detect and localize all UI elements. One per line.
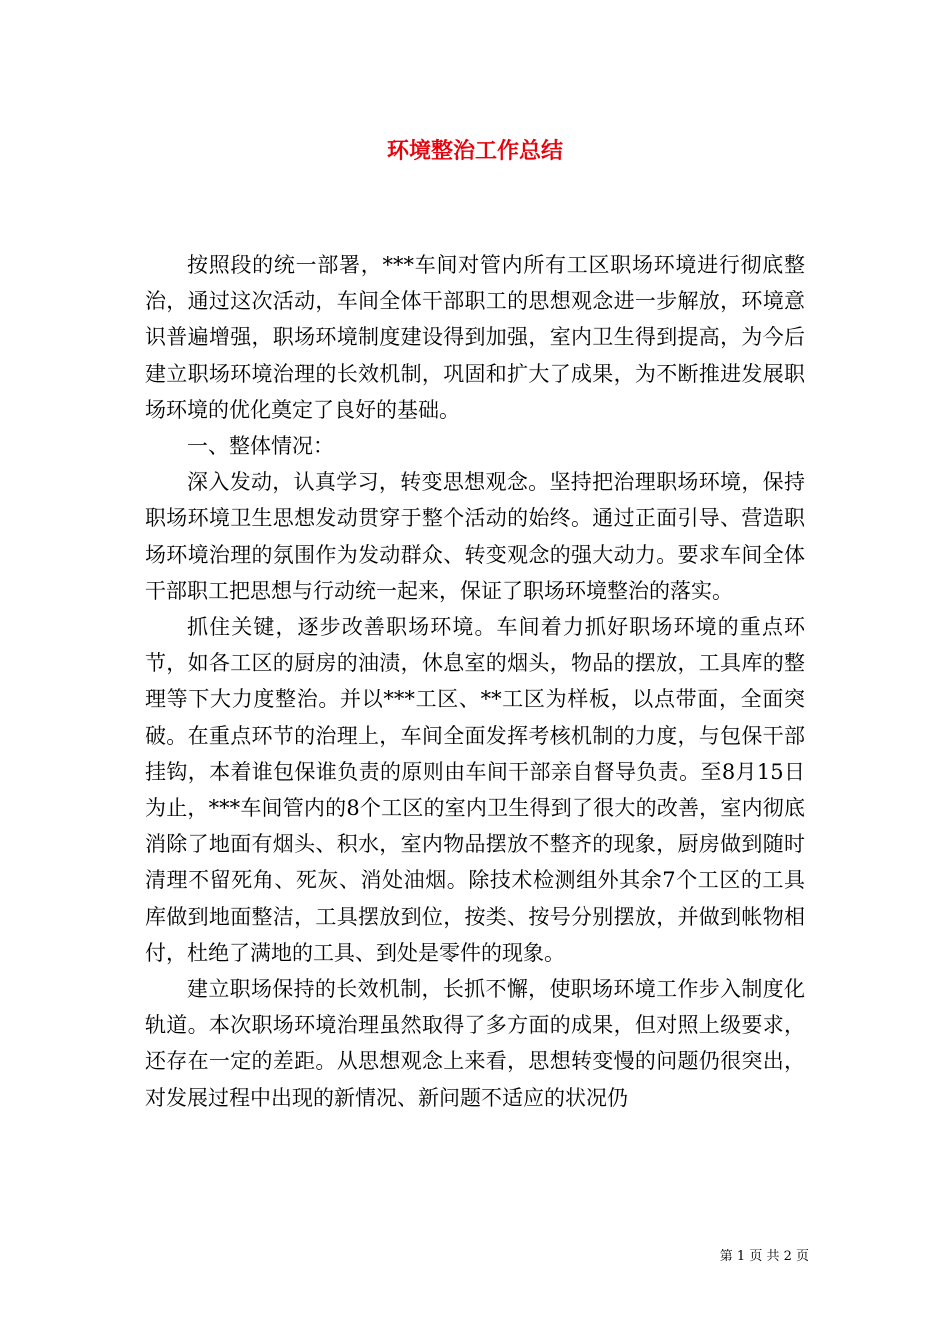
paragraph-mobilize: 深入发动，认真学习，转变思想观念。坚持把治理职场环境，保持职场环境卫生思想发动贯穿于整个活动的始终。通过正面引导、营造职场环境治理的氛围作为发动群众、转变观念的强大动力。要求车间全体干部职工把思想与行动统一起来，保证了职场环境整治的落实。 — [145, 470, 805, 603]
document-title: 环境整治工作总结 — [386, 138, 563, 164]
paragraph-key-points: 抓住关键，逐步改善职场环境。车间着力抓好职场环境的重点环节，如各工区的厨房的油渍，休息室的烟头，物品的摆放，工具库的整理等下大力度整治。并以***工区、**工区为样板，以点带面，全面突破。在重点环节的治理上，车间全面发挥考核机制的力度，与包保干部挂钩，本着谁包保谁负责的原则由车间干部亲自督导负责。至8月15日为止，***车间管内的8个工区的室内卫生得到了很大的改善，室内彻底消除了地面有烟头、积水，室内物品摆放不整齐的现象，厨房做到随时清理不留死角、死灰、消处油烟。除技术检测组外其余7个工区的工具库做到地面整洁，工具摆放到位，按类、按号分别摆放，并做到帐物相付，杜绝了满地的工具、到处是零件的现象。 — [145, 615, 805, 965]
document-body — [145, 247, 805, 1116]
paragraph-intro: 按照段的统一部署，***车间对管内所有工区职场环境进行彻底整治，通过这次活动，车间全体干部职工的思想观念进一步解放，环境意识普遍增强，职场环境制度建设得到加强，室内卫生得到提高，为今后建立职场环境治理的长效机制，巩固和扩大了成果，为不断推进发展职场环境的优化奠定了良好的基础。 — [145, 253, 805, 422]
section-heading-overall: 一、整体情况： — [187, 434, 334, 459]
page-number-footer: 第 1 页 共 2 页 — [719, 1249, 809, 1264]
paragraph-long-term-mechanism: 建立职场保持的长效机制，长抓不懈，使职场环境工作步入制度化轨道。本次职场环境治理虽然取得了多方面的成果，但对照上级要求，还存在一定的差距。从思想观念上来看，思想转变慢的问题仍很突出，对发展过程中出现的新情况、新问题不适应的状况仍 — [145, 977, 805, 1110]
